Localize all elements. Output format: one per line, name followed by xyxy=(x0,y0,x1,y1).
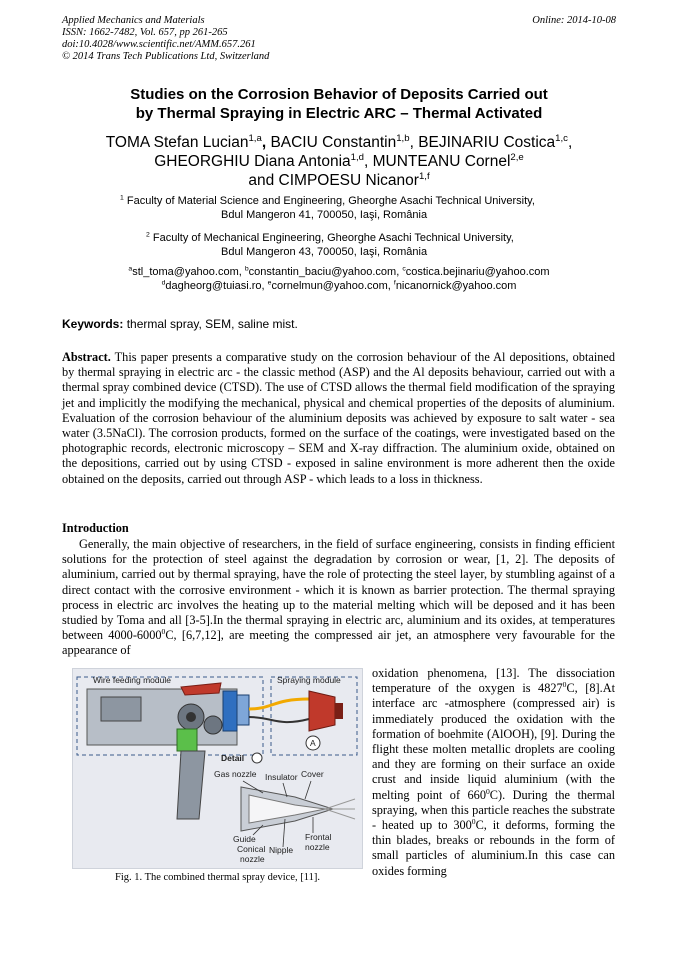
insulator-label: Insulator xyxy=(265,772,298,782)
author-line-3 xyxy=(0,171,678,190)
author-name: TOMA Stefan Lucian xyxy=(105,134,249,151)
email-link[interactable]: stl_toma@yahoo.com, xyxy=(132,266,245,278)
paragraph-text: oxidation phenomena, [13]. The dissociation temperature of the oxygen is 4827 xyxy=(372,666,615,696)
abstract-text: This paper presents a comparative study on the corrosion behaviour of the Al depositions, obtained by thermal spraying in electric arc - the classic method (ASP) and the Al deposits behaviour, carried out with a thermal spray combined device (CTSD). The use of CTSD allows the thermal field modification of the spraying jet and implicitly the modifying the mechanical, physical and chemical properties of the deposits of aluminium. Evaluation of the corrosion behaviour of the aluminium deposits was achieved by exposure to salt water - sea water (3.5NaCl). The corrosion products, formed on the surface of the coatings, were investigated based on the photographic records, electronic microscopy – SEM and X-ray diffraction. The aluminium oxide, obtained on the depositions, carried out by using CTSD - exposed in saline environment is more adherent then the oxide obtained on the deposits, carried out through ASP - which leads to a loss in thickness. xyxy=(62,350,615,486)
abstract-label: Abstract. xyxy=(62,350,111,364)
author-name: GHEORGHIU Diana Antonia xyxy=(154,153,351,170)
device-handle xyxy=(177,751,205,819)
paragraph-text: C, it deforms, forming the thin blades, breaks or rebounds in the form of small particles of aluminium.In this case can oxides forming xyxy=(372,818,615,878)
nipple-label: Nipple xyxy=(269,845,294,855)
email-link[interactable]: dagheorg@tuiasi.ro, xyxy=(165,279,268,292)
copyright-line: © 2014 Trans Tech Publications Ltd, Switzerland xyxy=(62,51,270,62)
introduction-paragraph xyxy=(62,537,615,659)
blue-block-2 xyxy=(237,695,249,725)
section-heading-introduction: Introduction xyxy=(62,521,129,535)
author-name: BEJINARIU Costica xyxy=(418,134,556,151)
email-link[interactable]: costica.bejinariu@yahoo.com xyxy=(405,266,550,278)
email-sup: e xyxy=(267,278,272,286)
journal-name: Applied Mechanics and Materials xyxy=(62,15,205,26)
superscript: 0 xyxy=(562,680,567,690)
paragraph-text: C, [8].At interface arc -atmosphere (compressed air) is immediately produced the oxidation with the formation of boehmite (AlOOH), [9]. During the flight these molten metallic droplets are cooling and they are forming on their surface an oxide crust and inside liquid aluminium (with the melting point of 660 xyxy=(372,681,615,802)
gas-nozzle-label: Gas nozzle xyxy=(214,769,257,779)
leader-line xyxy=(305,781,311,799)
frontal-label: Frontal xyxy=(305,832,332,842)
frontal-nozzle-label: nozzle xyxy=(305,842,330,852)
author-sup: 1,f xyxy=(418,170,430,182)
issn-line: ISSN: 1662-7482, Vol. 657, pp 261-265 xyxy=(62,27,228,38)
online-date: Online: 2014-10-08 xyxy=(532,15,616,26)
superscript: 0 xyxy=(161,627,166,637)
author-name: BACIU Constantin xyxy=(270,134,397,151)
abstract xyxy=(62,350,615,487)
author-line-1: TOMA Stefan Lucian$^{1,a}$, BACIU Constantin$^{1,b}$, BEJINARIU Costica$^{1,c}$, xyxy=(105,132,573,151)
author-sup: 1,c xyxy=(555,132,568,144)
email-sup: b xyxy=(244,265,249,273)
author-sup: 1,d xyxy=(350,151,364,163)
email-sup: d xyxy=(161,278,166,286)
journal-header xyxy=(62,15,269,63)
device-diagram xyxy=(73,669,362,868)
conical-nozzle-label: nozzle xyxy=(240,854,265,864)
affiliation-text: Faculty of Mechanical Engineering, Gheorghe Asachi Technical University, xyxy=(152,232,514,244)
paragraph-text: Generally, the main objective of researchers, in the field of surface engineering, consists in finding efficient solutions for the protection of steel against the degradation by corrosion or wear, [1, 2]. The deposits of aluminium, carried out by thermal spraying, have the role of protecting the steel layer, by stumbling against of a direct contact with the corrosive environment - which it is known as barrier protection. The thermal spraying process in electric arc involves the heating up to the material melting which will be deposed and it has been studied by Toma and all [3-5].In the thermal spraying in electric arc, aluminium and its oxides, at temperatures between 4000-6000 xyxy=(62,537,615,643)
detail-ref-circle xyxy=(252,753,262,763)
title-line-2: by Thermal Spraying in Electric ARC – Thermal Activated xyxy=(135,105,543,122)
author-name: MUNTEANU Cornel xyxy=(372,153,511,170)
affiliation-2 xyxy=(146,231,606,259)
author-sup: 1,b xyxy=(396,132,410,144)
paper-title xyxy=(0,85,678,123)
red-lever xyxy=(181,683,221,695)
conical-label: Conical xyxy=(237,844,266,854)
title-line-1: Studies on the Corrosion Behavior of Deposits Carried out xyxy=(130,86,548,103)
keywords-label: Keywords: xyxy=(62,317,124,331)
wire-1 xyxy=(249,699,309,709)
email-link[interactable]: cornelmun@yahoo.com, xyxy=(271,279,394,292)
email-sup: f xyxy=(393,278,396,286)
author-name: and CIMPOESU Nicanor xyxy=(248,172,419,189)
feed-roller-2 xyxy=(204,716,222,734)
affiliation-address: Bdul Mangeron 43, 700050, Iaşi, România xyxy=(221,246,428,258)
detail-label: Detail xyxy=(221,753,245,763)
affiliation-text: Faculty of Material Science and Engineering, Gheorghe Asachi Technical University, xyxy=(126,195,535,207)
introduction-right-column xyxy=(372,666,615,879)
roller-hub xyxy=(186,712,196,722)
affiliation-1 xyxy=(120,194,610,222)
author-line-2: GHEORGHIU Diana Antonia$^{1,d}$, MUNTEANU Cornel$^{2,e}$ xyxy=(154,151,524,170)
keywords xyxy=(62,317,298,331)
detail-marker-label: A xyxy=(310,738,316,748)
keywords-text: thermal spray, SEM, saline mist. xyxy=(123,317,298,331)
superscript: 0 xyxy=(485,786,490,796)
nozzle-tip xyxy=(335,703,343,719)
spraying-module-label: Spraying module xyxy=(277,675,341,685)
green-block xyxy=(177,729,197,751)
author-list xyxy=(0,133,678,190)
affiliation-number: 2 xyxy=(146,231,150,239)
blue-block xyxy=(223,691,237,731)
wire-feeding-label: Wire feeding module xyxy=(93,675,171,685)
paragraph-text: C, [6,7,12], are meeting the compressed air jet, an atmosphere very favourable for the appearance of xyxy=(62,628,615,658)
email-sup: c xyxy=(402,265,406,273)
email-list xyxy=(0,266,678,293)
doi-line: doi:10.4028/www.scientific.net/AMM.657.261 xyxy=(62,39,256,50)
email-link[interactable]: nicanornick@yahoo.com xyxy=(395,279,517,292)
email-link[interactable]: constantin_baciu@yahoo.com, xyxy=(248,266,403,278)
spray-jet-lines xyxy=(325,799,355,819)
motor-block xyxy=(101,697,141,721)
author-sup: 1,a xyxy=(248,132,262,144)
spray-nozzle xyxy=(309,691,335,731)
cover-label: Cover xyxy=(301,769,324,779)
figure-thermal-spray-device xyxy=(72,668,363,869)
paragraph-text: C). During the thermal spraying, when this particle reaches the substrate - heated up to 300 xyxy=(372,787,615,833)
affiliation-address: Bdul Mangeron 41, 700050, Iaşi, România xyxy=(221,209,428,221)
affiliation-number: 1 xyxy=(120,194,124,202)
guide-label: Guide xyxy=(233,834,256,844)
email-sup: a xyxy=(128,265,133,273)
wire-2 xyxy=(249,717,309,722)
author-sup: 2,e xyxy=(510,151,524,163)
figure-caption: Fig. 1. The combined thermal spray device, [11]. xyxy=(115,872,320,883)
superscript: 0 xyxy=(471,816,476,826)
